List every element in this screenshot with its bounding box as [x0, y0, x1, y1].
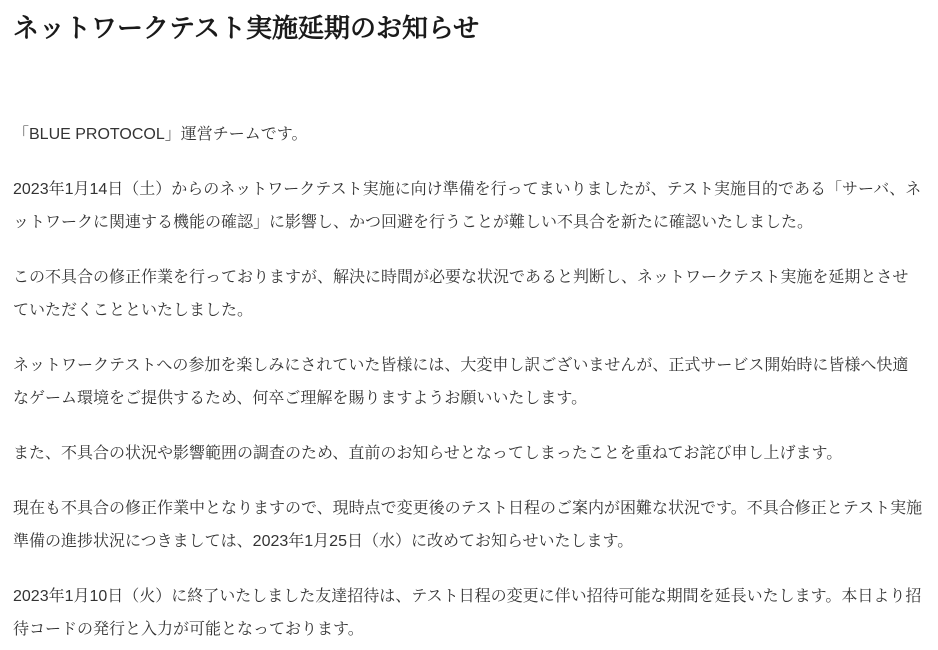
- announcement-body: [13, 118, 925, 646]
- paragraph-next-announcement: 現在も不具合の修正作業中となりますので、現時点で変更後のテスト日程のご案内が困難な状況です。不具合修正とテスト実施準備の進捗状況につきましては、2023年1月25日（水）に改めてお知らせいたします。: [13, 500, 923, 550]
- paragraph-friend-invite-extension: 2023年1月10日（火）に終了いたしました友達招待は、テスト日程の変更に伴い招待可能な期間を延長いたします。本日より招待コードの発行と入力が可能となっております。: [13, 588, 922, 638]
- paragraph-apology-late-notice: また、不具合の状況や影響範囲の調査のため、直前のお知らせとなってしまったことを重ねてお詫び申し上げます。: [13, 445, 843, 462]
- page-title: ネットワークテスト実施延期のお知らせ: [13, 13, 480, 43]
- paragraph-issue-found: 2023年1月14日（土）からのネットワークテスト実施に向け準備を行ってまいりましたが、テスト実施目的である「サーバ、ネットワークに関連する機能の確認」に影響し、かつ回避を行うことが難しい不具合を新たに確認いたしました。: [13, 181, 922, 231]
- paragraph-postponement-decision: この不具合の修正作業を行っておりますが、解決に時間が必要な状況であると判断し、ネットワークテスト実施を延期とさせていただくことといたしました。: [13, 269, 909, 319]
- paragraph-greeting: 「BLUE PROTOCOL」運営チームです。: [13, 126, 308, 143]
- paragraph-apology-request: ネットワークテストへの参加を楽しみにされていた皆様には、大変申し訳ございませんが、正式サービス開始時に皆様へ快適なゲーム環境をご提供するため、何卒ご理解を賜りますようお願いいたします。: [13, 357, 909, 407]
